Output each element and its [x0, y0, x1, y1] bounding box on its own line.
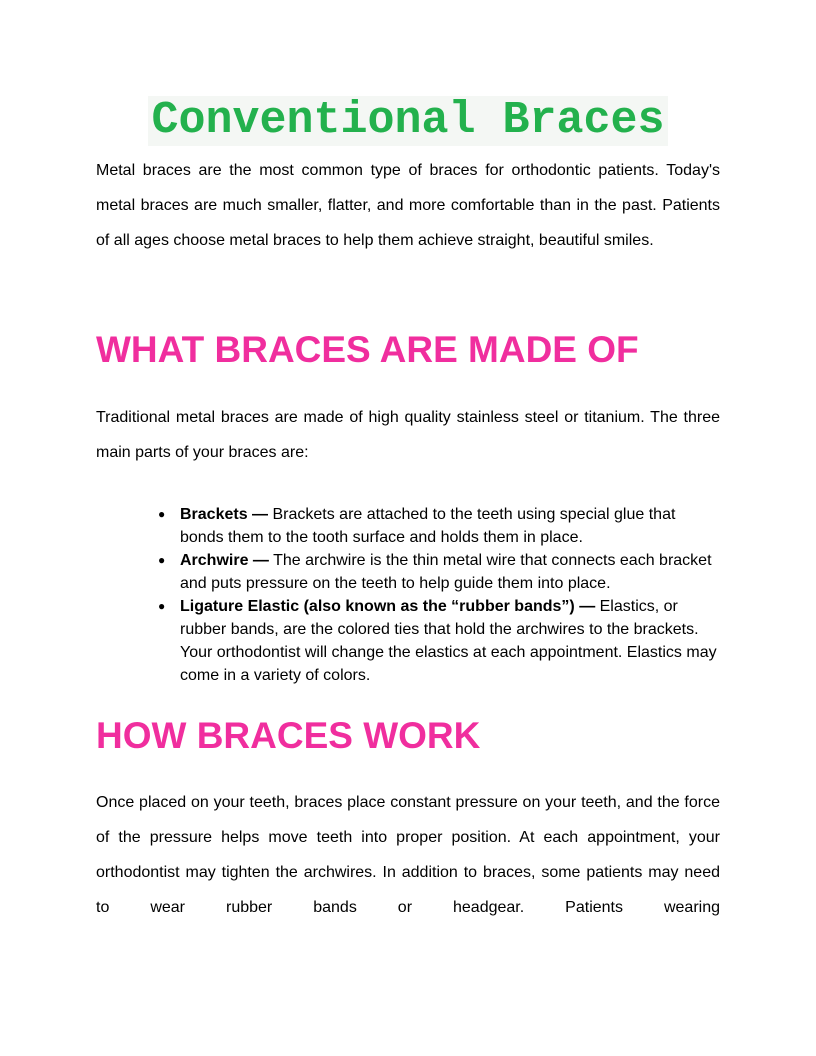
list-item — [180, 549, 720, 595]
title-container — [0, 96, 816, 146]
section-heading-materials: WHAT BRACES ARE MADE OF — [96, 329, 639, 370]
intro-paragraph: Metal braces are the most common type of braces for orthodontic patients. Today's metal braces are much smaller, flatter, and more comfortable than in the past. Patients of all ages choose metal braces to help them achieve straight, beautiful smiles. — [96, 162, 720, 249]
section-heading-how-it-works: HOW BRACES WORK — [96, 715, 481, 756]
materials-paragraph: Traditional metal braces are made of high quality stainless steel or titanium. The three main parts of your braces are: — [96, 409, 720, 461]
list-item-text: The archwire is the thin metal wire that connects each bracket and puts pressure on the teeth to help guide them into place. — [180, 552, 712, 592]
list-item-text: Elastics, or rubber bands, are the colored ties that hold the archwires to the brackets. Your orthodontist will change the elastics at each appointment. Elastics may come in a variety of colors. — [180, 598, 717, 684]
page-title: Conventional Braces — [148, 96, 667, 146]
list-item — [180, 503, 720, 549]
list-item-term: Brackets — — [180, 506, 269, 523]
list-item-text: Brackets are attached to the teeth using special glue that bonds them to the tooth surface and holds them in place. — [180, 506, 676, 546]
list-item — [180, 595, 720, 687]
list-item-term: Ligature Elastic (also known as the “rubber bands”) — — [180, 598, 596, 615]
list-item-term: Archwire — — [180, 552, 269, 569]
how-it-works-paragraph: Once placed on your teeth, braces place constant pressure on your teeth, and the force of the pressure helps move teeth into proper position. At each appointment, your orthodontist may tighten the archwires. In addition to braces, some patients may need to wear rubber bands or headgear. Patients wearing — [96, 794, 720, 916]
parts-list — [96, 503, 720, 687]
